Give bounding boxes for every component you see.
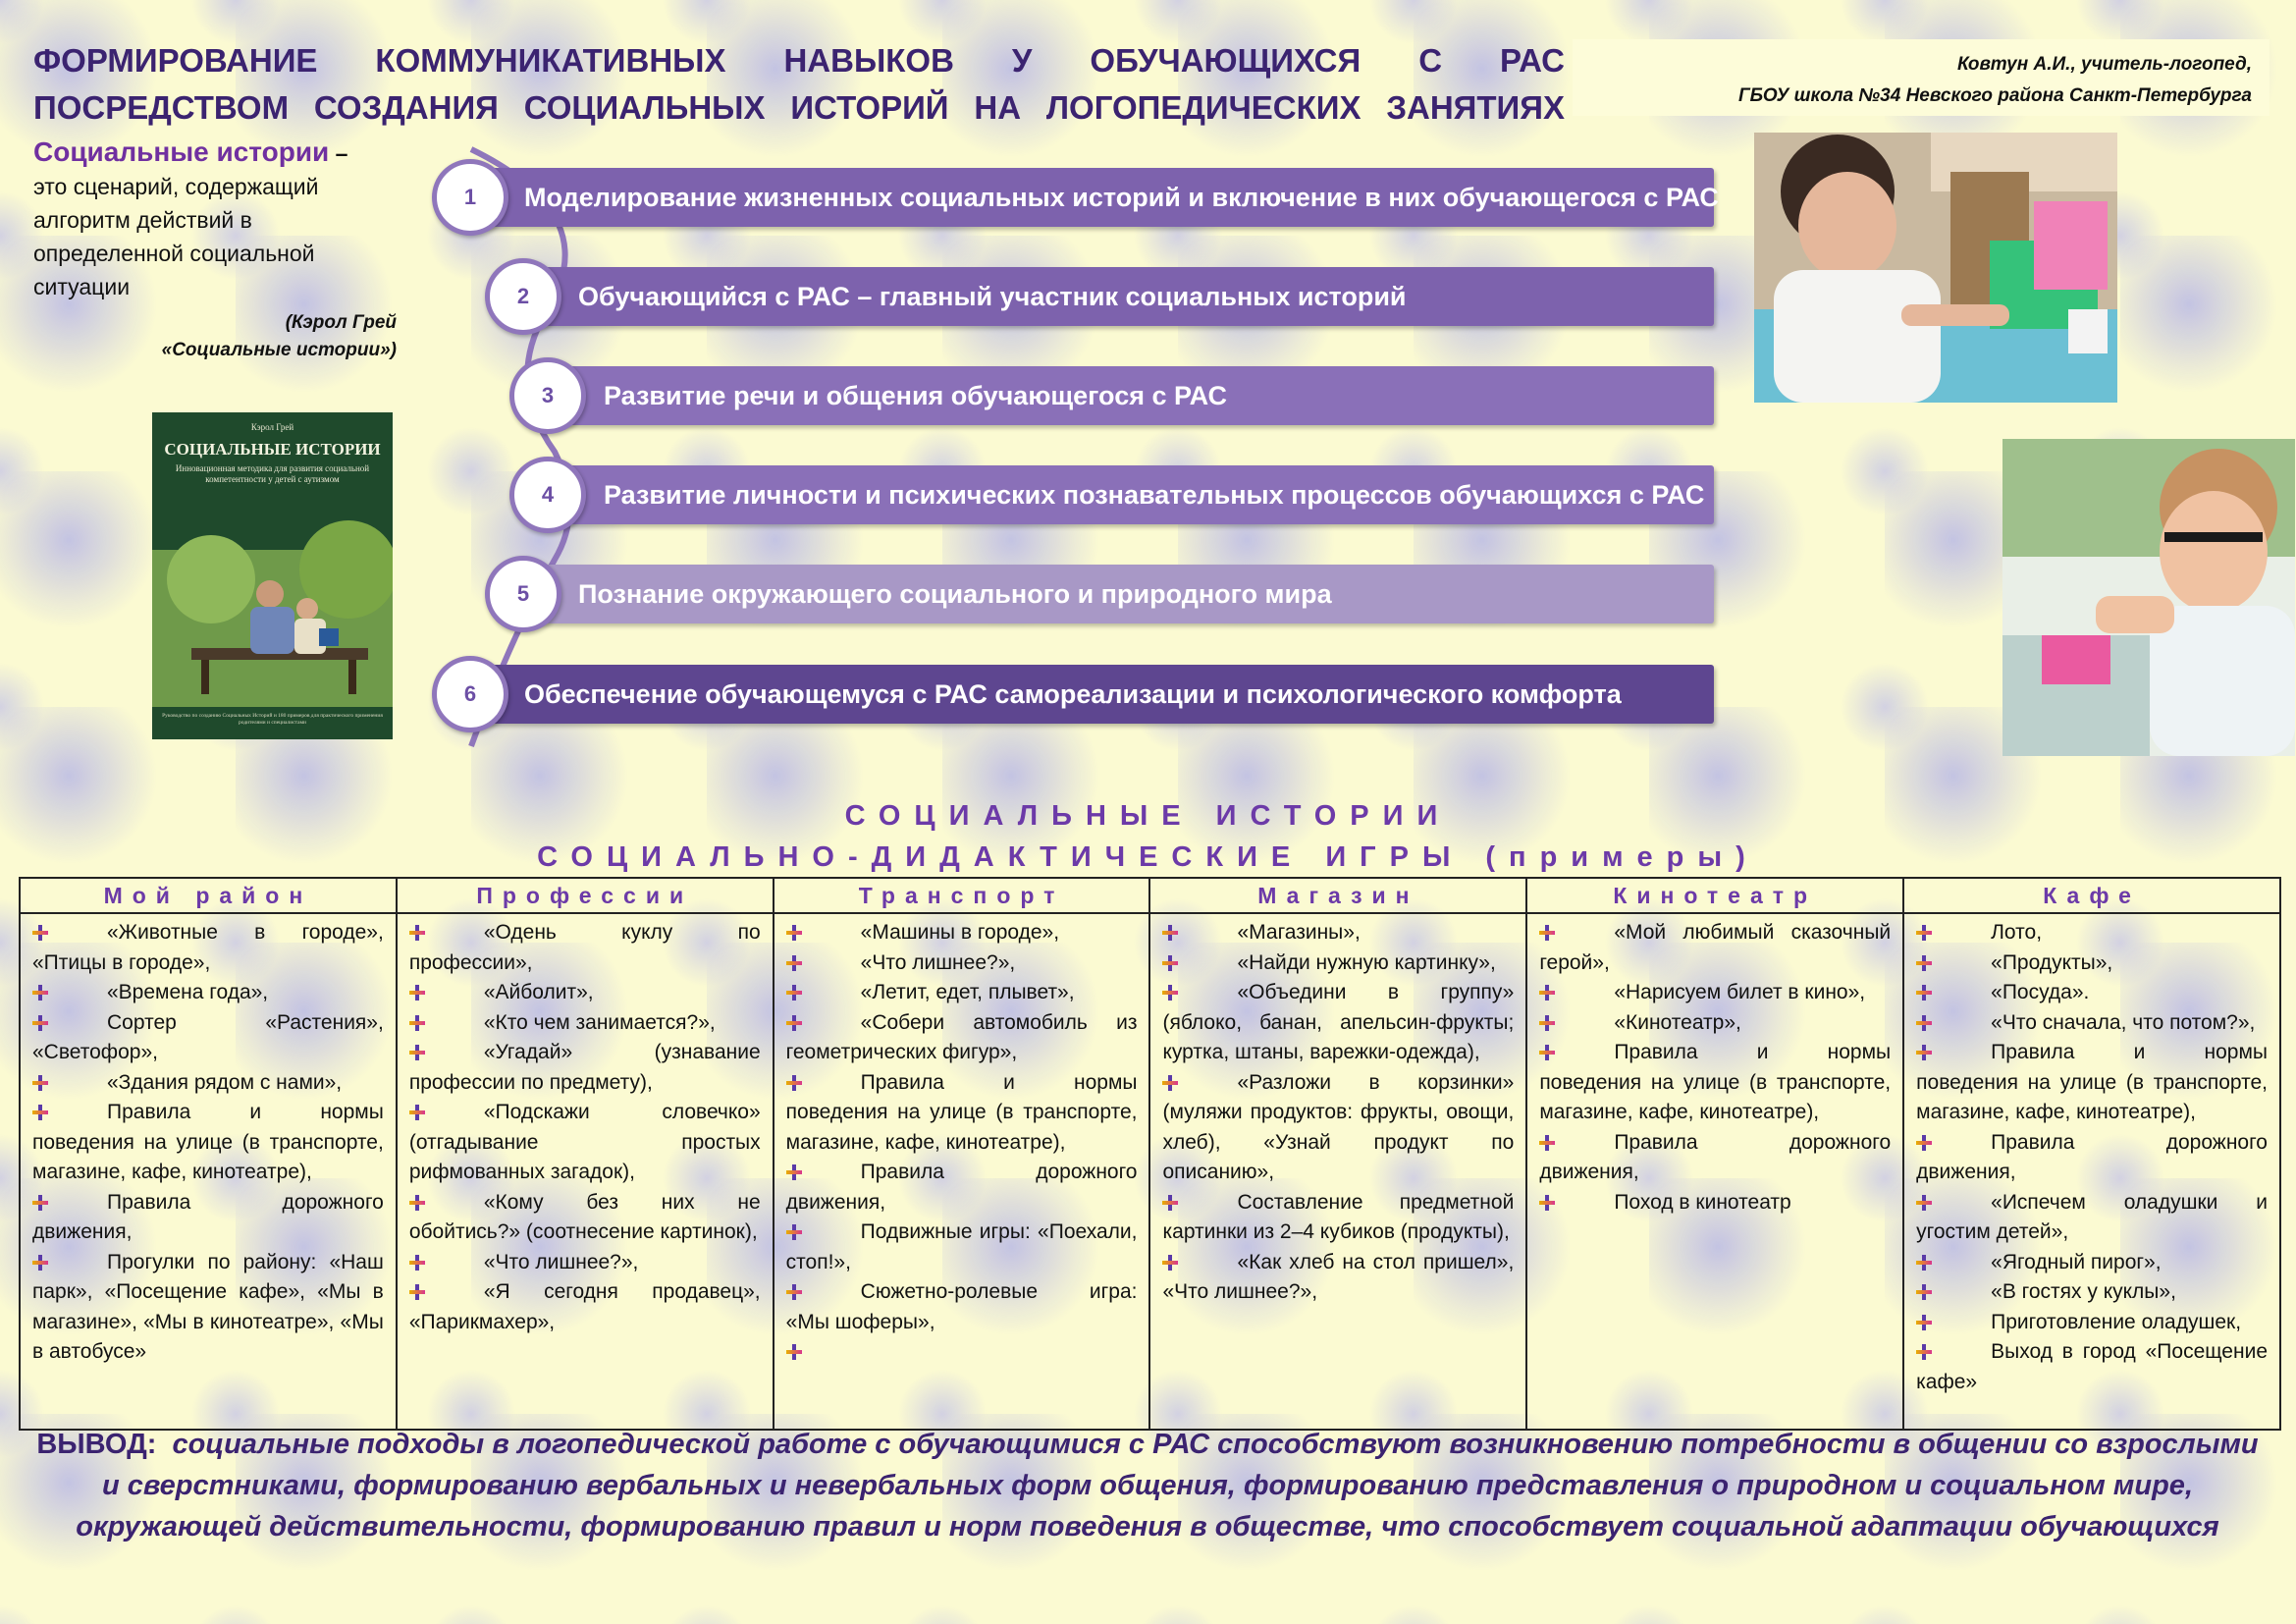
bullet-icon (32, 985, 48, 1001)
bullet-icon (1162, 1075, 1178, 1091)
bullet-icon (1916, 1344, 1932, 1360)
citation-title: «Социальные истории») (161, 340, 397, 360)
list-item-text: «Нарисуем билет в кино», (1614, 981, 1866, 1003)
list-item (1916, 978, 2268, 1008)
list-item-text: «Угадай» (узнавание профессии по предмету), (408, 1041, 761, 1094)
bullet-icon (409, 1195, 425, 1211)
list-item-text: «Испечем оладушки и угостим детей», (1916, 1190, 2268, 1243)
list-item-text: «Животные в городе», «Птицы в городе», (32, 921, 384, 974)
column-header-district: Мой район (20, 878, 397, 913)
list-item-text: «Здания рядом с нами», (107, 1070, 343, 1094)
bullet-icon (1916, 1045, 1932, 1060)
list-item-text: «Магазины», (1237, 921, 1361, 944)
poster-title (33, 37, 1565, 132)
list-item-text: «Собери автомобиль из геометрических фигур», (785, 1010, 1138, 1063)
bullet-icon (32, 1195, 48, 1211)
list-item-text: Составление предметной картинки из 2–4 кубиков (продукты), (1162, 1190, 1515, 1243)
list-item-text: «Продукты», (1991, 950, 2113, 974)
book-title: СОЦИАЛЬНЫЕ ИСТОРИИ (164, 440, 381, 459)
list-item-text: «В гостях у куклы», (1991, 1280, 2176, 1303)
list-item (1539, 1008, 1891, 1039)
bullet-icon (1539, 1135, 1555, 1151)
bullet-icon (409, 925, 425, 941)
column-header-transport: Транспорт (774, 878, 1150, 913)
section-heading-games: СОЦИАЛЬНО-ДИДАКТИЧЕСКИЕ ИГРЫ (примеры) (537, 841, 1759, 873)
list-item-text: «Времена года», (107, 981, 269, 1003)
step-bar-6 (483, 665, 1714, 724)
column-header-cafe: Кафе (1903, 878, 2280, 913)
step-number-6: 6 (432, 656, 508, 732)
bullet-icon (786, 1015, 802, 1031)
book-subtitle: Инновационная методика для развития социальной компетентности у детей с аутизмом (175, 463, 370, 484)
list-item-text: Правила и нормы поведения на улице (в транспорте, магазине, кафе, кинотеатре), (1539, 1041, 1892, 1123)
list-item-text: Правила дорожного движения, (785, 1161, 1138, 1214)
column-transport (774, 913, 1150, 1430)
list-item-text: Прогулки по району: «Наш парк», «Посещение кафе», «Мы в магазине», «Мы в кинотеатре», «Мы в автобусе» (32, 1250, 384, 1363)
photo-boy-shop-art (1754, 133, 2117, 403)
step-text-2: Обучающийся с РАС – главный участник социальных историй (578, 282, 1407, 311)
list-item (1916, 1008, 2268, 1039)
step-text-3: Развитие речи и общения обучающегося с РАС (604, 381, 1227, 410)
list-item (786, 1337, 1138, 1368)
bullet-icon (786, 1344, 802, 1360)
bullet-icon (1539, 985, 1555, 1001)
bullet-icon (786, 1164, 802, 1180)
list-item (1916, 1188, 2268, 1248)
list-item-text: Поход в кинотеатр (1614, 1190, 1791, 1214)
list-item (32, 978, 384, 1008)
bullet-icon (1539, 1195, 1555, 1211)
list-item-text: «Разложи в корзинки» (муляжи продуктов: фрукты, овощи, хлеб), «Узнай продукт по описанию», (1162, 1070, 1515, 1183)
table-row (20, 913, 2280, 1430)
list-item-text: «Одень куклу по профессии», (408, 921, 761, 974)
list-item-text: «Мой любимый сказочный герой», (1539, 921, 1892, 974)
photo-boy-shop (1754, 133, 2117, 403)
list-item-text: «Кинотеатр», (1614, 1010, 1741, 1034)
bullet-icon (1162, 1195, 1178, 1211)
step-bar-2 (536, 267, 1714, 326)
bullet-icon (786, 1224, 802, 1240)
list-item-text: Подвижные игры: «Поехали, стоп!», (785, 1220, 1138, 1273)
author-name: Ковтун А.И., учитель-логопед, (1956, 54, 2252, 75)
column-cafe (1903, 913, 2280, 1430)
list-item-text: Приготовление оладушек, (1991, 1310, 2242, 1333)
list-item (1162, 1248, 1514, 1308)
list-item (1539, 978, 1891, 1008)
list-item (1916, 1038, 2268, 1128)
list-item (32, 1008, 384, 1068)
book-cover-image (152, 412, 393, 739)
photo-boy-glasses (2002, 439, 2295, 756)
bullet-icon (1916, 1255, 1932, 1271)
bullet-icon (1539, 1045, 1555, 1060)
photo-boy-glasses-art (2002, 439, 2295, 756)
list-item-text: Выход в город «Посещение кафе» (1916, 1340, 2268, 1393)
bullet-icon (409, 1105, 425, 1120)
column-professions (397, 913, 774, 1430)
list-item (1916, 1308, 2268, 1338)
bullet-icon (32, 1075, 48, 1091)
book-author: Кэрол Грей (250, 422, 294, 432)
list-item (1162, 978, 1514, 1068)
column-header-professions: Профессии (397, 878, 774, 913)
list-item-text: «Подскажи словечко» (отгадывание простых рифмованных загадок), (408, 1101, 761, 1183)
list-item (409, 1277, 761, 1337)
bullet-icon (409, 1045, 425, 1060)
column-header-cinema: Кинотеатр (1526, 878, 1903, 913)
list-item (32, 918, 384, 978)
bullet-icon (1162, 925, 1178, 941)
list-item-text: «Кто чем занимается?», (483, 1010, 716, 1034)
list-item (786, 978, 1138, 1008)
definition-citation (33, 309, 397, 364)
list-item-text: Правила дорожного движения, (32, 1190, 384, 1243)
step-bar-5 (536, 565, 1714, 623)
bullet-icon (1162, 985, 1178, 1001)
step-number-3: 3 (509, 357, 586, 434)
list-item (786, 1218, 1138, 1277)
list-item (1539, 1038, 1891, 1128)
list-item (409, 1008, 761, 1039)
step-bar-4 (561, 465, 1714, 524)
list-item (32, 1248, 384, 1368)
bullet-icon (1916, 1015, 1932, 1031)
column-header-shop: Магазин (1149, 878, 1526, 913)
bullet-icon (32, 925, 48, 941)
list-item (1916, 918, 2268, 948)
list-item (786, 918, 1138, 948)
list-item-text: «Что лишнее?», (483, 1250, 639, 1273)
list-item-text: Правила и нормы поведения на улице (в транспорте, магазине, кафе, кинотеатре), (32, 1101, 384, 1183)
bullet-icon (786, 1075, 802, 1091)
list-item (32, 1188, 384, 1248)
author-box (1573, 39, 2269, 116)
bullet-icon (409, 1255, 425, 1271)
citation-author: (Кэрол Грей (285, 312, 397, 333)
definition-term: Социальные истории (33, 136, 330, 167)
list-item (409, 918, 761, 978)
list-item-text: «Летит, едет, плывет», (860, 981, 1075, 1003)
author-school: ГБОУ школа №34 Невского района Санкт-Петербурга (1738, 85, 2252, 106)
book-cover-art (152, 412, 393, 739)
list-item (1162, 1068, 1514, 1188)
list-item (1162, 918, 1514, 948)
bullet-icon (1162, 955, 1178, 971)
list-item-text: «Машины в городе», (860, 921, 1060, 944)
list-item (1539, 1128, 1891, 1188)
step-text-1: Моделирование жизненных социальных историй и включение в них обучающегося с РАС (524, 183, 1719, 212)
bullet-icon (1162, 1255, 1178, 1271)
list-item-text: Лото, (1991, 921, 2043, 944)
list-item (1162, 948, 1514, 979)
list-item-text: Правила и нормы поведения на улице (в транспорте, магазине, кафе, кинотеатре), (1916, 1041, 2268, 1123)
title-line-2: ПОСРЕДСТВОМ СОЗДАНИЯ СОЦИАЛЬНЫХ ИСТОРИЙ НА ЛОГОПЕДИЧЕСКИХ ЗАНЯТИЯХ (33, 89, 1565, 126)
list-item (786, 1008, 1138, 1068)
bullet-icon (1916, 1284, 1932, 1300)
column-shop (1149, 913, 1526, 1430)
list-item-text: «Я сегодня продавец», «Парикмахер», (408, 1280, 761, 1333)
bullet-icon (32, 1105, 48, 1120)
list-item-text: «Посуда». (1991, 981, 2090, 1003)
bullet-icon (1916, 1195, 1932, 1211)
bullet-icon (1539, 925, 1555, 941)
book-footer: Руководство по созданию Социальных Историй и 180 примеров для практического применения родителями и специалистами (162, 713, 383, 726)
bullet-icon (1916, 955, 1932, 971)
conclusion-text: социальные подходы в логопедической работе с обучающимися с РАС способствуют возникновению потребности в общении со взрослыми и сверстниками, формированию вербальных и невербальных форм общения, формированию представления о природном и социальном мире, окружающей действительности, формированию правил и норм поведения в обществе, что способствует социальной адаптации обучающихся (76, 1429, 2259, 1543)
list-item-text: «Айболит», (483, 981, 594, 1003)
list-item-text: «Что сначала, что потом?», (1991, 1010, 2256, 1034)
list-item-text: «Как хлеб на стол пришел», «Что лишнее?», (1162, 1250, 1515, 1303)
column-cinema (1526, 913, 1903, 1430)
list-item (1916, 948, 2268, 979)
bullet-icon (786, 955, 802, 971)
conclusion-label: ВЫВОД: (36, 1429, 157, 1460)
step-text-5: Познание окружающего социального и природного мира (578, 579, 1332, 609)
step-number-5: 5 (485, 556, 561, 632)
bullet-icon (1916, 925, 1932, 941)
list-item (32, 1098, 384, 1188)
bullet-icon (1916, 1135, 1932, 1151)
step-number-1: 1 (432, 159, 508, 236)
bullet-icon (786, 1284, 802, 1300)
list-item (786, 1277, 1138, 1337)
list-item (32, 1068, 384, 1099)
bullet-icon (1916, 985, 1932, 1001)
list-item (1539, 1188, 1891, 1218)
definition-block (33, 135, 397, 364)
step-text-4: Развитие личности и психических познавательных процессов обучающихся с РАС (604, 480, 1705, 510)
list-item (409, 1248, 761, 1278)
list-item-text: «Объедини в группу» (яблоко, банан, апельсин-фрукты; куртка, штаны, варежки-одежда), (1162, 981, 1515, 1063)
definition-dash: – (329, 140, 348, 166)
title-line-1: ФОРМИРОВАНИЕ КОММУНИКАТИВНЫХ НАВЫКОВ У ОБУЧАЮЩИХСЯ С РАС (33, 42, 1565, 79)
list-item (1162, 1188, 1514, 1248)
list-item (1916, 1277, 2268, 1308)
list-item-text: «Что лишнее?», (860, 950, 1016, 974)
list-item-text: «Найди нужную картинку», (1237, 950, 1496, 974)
list-item-text: Сюжетно-ролевые игра: «Мы шоферы», (785, 1280, 1138, 1333)
conclusion (33, 1424, 2262, 1547)
list-item (409, 1098, 761, 1188)
bullet-icon (409, 985, 425, 1001)
bullet-icon (32, 1255, 48, 1271)
list-item (409, 978, 761, 1008)
bullet-icon (786, 985, 802, 1001)
list-item (409, 1188, 761, 1248)
list-item (1916, 1128, 2268, 1188)
list-item (409, 1038, 761, 1098)
step-bar-3 (561, 366, 1714, 425)
list-item-text: Правила дорожного движения, (1539, 1130, 1892, 1183)
bullet-icon (409, 1015, 425, 1031)
list-item-text: Правила дорожного движения, (1916, 1130, 2268, 1183)
table-header-row (20, 878, 2280, 913)
list-item-text: Сортер «Растения», «Светофор», (32, 1010, 384, 1063)
list-item (1916, 1248, 2268, 1278)
list-item-text: Правила и нормы поведения на улице (в транспорте, магазине, кафе, кинотеатре), (785, 1070, 1138, 1154)
bullet-icon (1916, 1315, 1932, 1330)
bullet-icon (786, 925, 802, 941)
list-item-text: «Ягодный пирог», (1991, 1250, 2162, 1273)
bullet-icon (409, 1284, 425, 1300)
bullet-icon (32, 1015, 48, 1031)
step-number-2: 2 (485, 258, 561, 335)
step-bar-1 (483, 168, 1719, 227)
list-item (786, 948, 1138, 979)
step-number-4: 4 (509, 457, 586, 533)
games-table (19, 877, 2281, 1431)
definition-text: это сценарий, содержащий алгоритм действий в определенной социальной ситуации (33, 174, 319, 299)
list-item (1916, 1337, 2268, 1397)
list-item (786, 1158, 1138, 1218)
step-text-6: Обеспечение обучающемуся с РАС самореализации и психологического комфорта (524, 679, 1622, 709)
bullet-icon (1539, 1015, 1555, 1031)
list-item (1539, 918, 1891, 978)
section-heading-social-stories: СОЦИАЛЬНЫЕ ИСТОРИИ (844, 800, 1452, 832)
list-item (786, 1068, 1138, 1159)
column-district (20, 913, 397, 1430)
list-item-text: «Кому без них не обойтись?» (соотнесение картинок), (408, 1190, 761, 1243)
